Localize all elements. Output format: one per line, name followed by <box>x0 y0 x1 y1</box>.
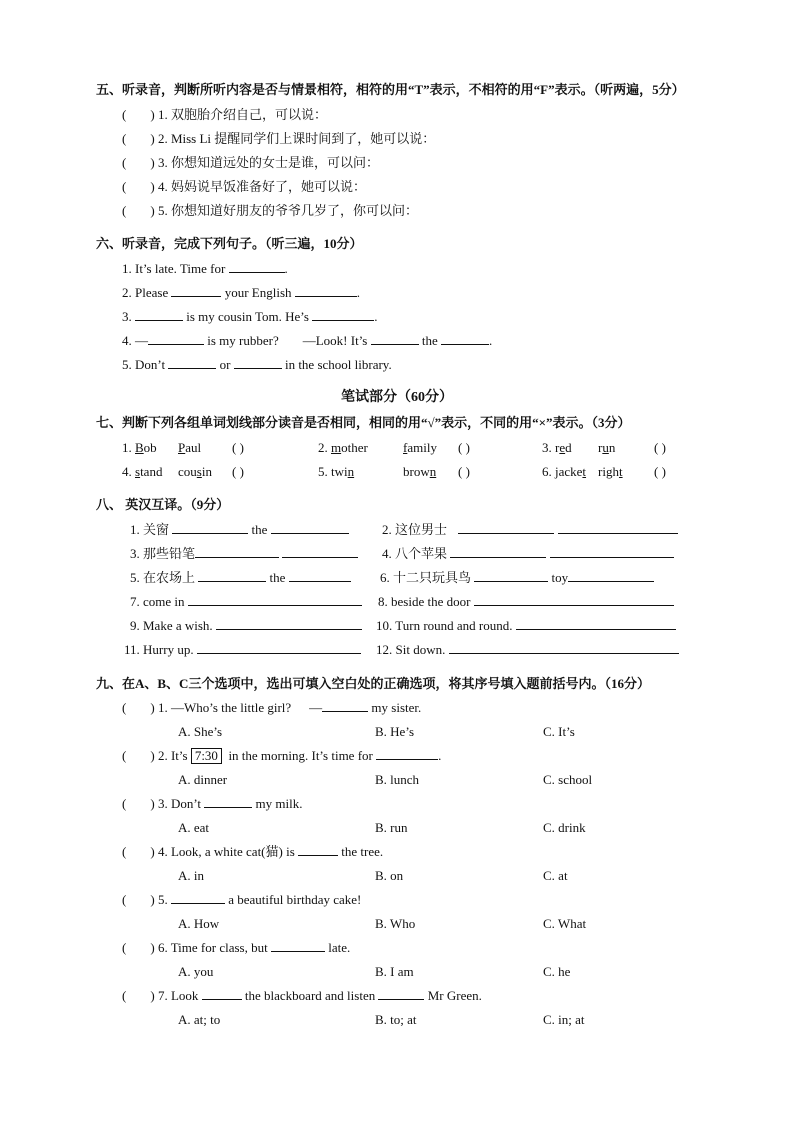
s7-item-6-word2: right <box>598 464 623 479</box>
s9-question-2: ( ) 2. It’s 7:30 in the morning. It’s time for . <box>122 748 442 763</box>
s9-question-1: ( ) 1. —Who’s the little girl? — my sister. <box>122 700 422 715</box>
s7-item-5-answer[interactable]: ( ) <box>458 464 470 479</box>
s7-item-2-word2: family <box>403 440 437 455</box>
s9-q2-option-a: A. dinner <box>178 772 228 787</box>
s9-q1-option-c: C. It’s <box>543 724 575 739</box>
s8-item-4: 4. 八个苹果 <box>382 546 674 562</box>
s8-item-8: 8. beside the door <box>378 594 674 610</box>
answer-blank[interactable] <box>550 546 674 558</box>
s8-item-12: 12. Sit down. <box>376 642 679 658</box>
s9-q7-option-c: C. in; at <box>543 1012 585 1027</box>
answer-blank[interactable] <box>216 618 362 630</box>
section-8-heading: 八、 英汉互译。（9分） <box>96 497 230 512</box>
answer-blank[interactable] <box>449 642 679 654</box>
s7-item-1-word2: Paul <box>178 440 202 455</box>
s8-item-5: 5. 在农场上 the <box>130 570 351 586</box>
s7-item-1: 1. Bob <box>122 440 157 455</box>
answer-blank[interactable] <box>172 522 248 534</box>
s8-item-2: 2. 这位男士 <box>382 522 678 538</box>
s7-item-4: 4. stand <box>122 464 163 479</box>
s7-item-5-word2: brown <box>403 464 437 479</box>
s9-q6-option-c: C. he <box>543 964 571 979</box>
s6-item-5: 5. Don’t or in the school library. <box>122 357 392 372</box>
s5-item-5: ( ) 5. 你想知道好朋友的爷爷几岁了，你可以问： <box>122 203 418 218</box>
written-part-title: 笔试部分（60分） <box>341 390 453 405</box>
s7-item-3: 3. red <box>542 440 572 455</box>
s9-q5-option-a: A. How <box>178 916 220 931</box>
section-6-heading: 六、听录音，完成下列句子。（听三遍，10分） <box>96 236 363 251</box>
answer-blank[interactable] <box>195 546 279 558</box>
section-5-heading: 五、听录音，判断所听内容是否与情景相符，相符的用“T”表示，不相符的用“F”表示。（听两遍，5分） <box>96 82 685 97</box>
answer-blank[interactable] <box>458 522 554 534</box>
s9-q1-option-a: A. She’s <box>178 724 223 739</box>
s9-question-3: ( ) 3. Don’t my milk. <box>122 796 303 811</box>
s7-item-6-answer[interactable]: ( ) <box>654 464 666 479</box>
s8-item-1: 1. 关窗 the <box>130 522 349 538</box>
s9-q4-option-a: A. in <box>178 868 204 883</box>
s9-q1-option-b: B. He’s <box>375 724 414 739</box>
s9-q4-option-c: C. at <box>543 868 568 883</box>
s8-item-10: 10. Turn round and round. <box>376 618 676 634</box>
s9-question-4: ( ) 4. Look, a white cat(猫) is the tree. <box>122 844 384 859</box>
answer-blank[interactable] <box>282 546 358 558</box>
s7-item-4-word2: cousin <box>178 464 212 479</box>
s9-question-7: ( ) 7. Look the blackboard and listen Mr Green. <box>122 988 482 1003</box>
answer-blank[interactable] <box>568 570 654 582</box>
s5-item-4: ( ) 4. 妈妈说早饭准备好了，她可以说： <box>122 179 366 194</box>
s6-item-4: 4. — is my rubber? —Look! It’s the . <box>122 333 493 348</box>
s8-item-6: 6. 十二只玩具鸟 toy <box>380 570 654 586</box>
answer-blank[interactable] <box>474 594 674 606</box>
answer-blank[interactable] <box>450 546 546 558</box>
s9-q3-option-a: A. eat <box>178 820 210 835</box>
s9-q6-option-a: A. you <box>178 964 214 979</box>
s9-q3-option-b: B. run <box>375 820 408 835</box>
s9-q5-option-b: B. Who <box>375 916 416 931</box>
s5-item-2: ( ) 2. Miss Li 提醒同学们上课时间到了，她可以说： <box>122 131 436 146</box>
s9-q3-option-c: C. drink <box>543 820 586 835</box>
s7-item-2: 2. mother <box>318 440 368 455</box>
s8-item-3: 3. 那些铅笔 <box>130 546 358 562</box>
s7-item-3-answer[interactable]: ( ) <box>654 440 666 455</box>
s9-q7-option-a: A. at; to <box>178 1012 221 1027</box>
answer-blank[interactable] <box>198 570 266 582</box>
s7-item-5: 5. twin <box>318 464 355 479</box>
s9-q2-option-b: B. lunch <box>375 772 420 787</box>
answer-blank[interactable] <box>271 522 349 534</box>
answer-blank[interactable] <box>188 594 362 606</box>
s7-item-4-answer[interactable]: ( ) <box>232 464 244 479</box>
s6-item-1: 1. It’s late. Time for . <box>122 261 288 276</box>
answer-blank[interactable] <box>516 618 676 630</box>
s6-item-2: 2. Please your English . <box>122 285 361 300</box>
clock-time-box: 7:30 <box>191 748 222 764</box>
s7-item-1-answer[interactable]: ( ) <box>232 440 244 455</box>
s9-q2-option-c: C. school <box>543 772 593 787</box>
answer-blank[interactable] <box>197 642 361 654</box>
s7-item-6: 6. jacket <box>542 464 587 479</box>
s8-item-7: 7. come in <box>130 594 362 610</box>
section-7-heading: 七、判断下列各组单词划线部分读音是否相同，相同的用“√”表示，不同的用“×”表示。（3分） <box>96 415 631 430</box>
s5-item-3: ( ) 3. 你想知道远处的女士是谁，可以问： <box>122 155 379 170</box>
s9-q4-option-b: B. on <box>375 868 404 883</box>
s6-item-3: 3. is my cousin Tom. He’s . <box>122 309 378 324</box>
s9-question-6: ( ) 6. Time for class, but late. <box>122 940 351 955</box>
s8-item-9: 9. Make a wish. <box>130 618 362 634</box>
answer-blank[interactable] <box>289 570 351 582</box>
s7-item-3-word2: run <box>598 440 616 455</box>
answer-blank[interactable] <box>474 570 548 582</box>
s9-question-5: ( ) 5. a beautiful birthday cake! <box>122 892 362 907</box>
s7-item-2-answer[interactable]: ( ) <box>458 440 470 455</box>
s9-q7-option-b: B. to; at <box>375 1012 417 1027</box>
answer-blank[interactable] <box>558 522 678 534</box>
s8-item-11: 11. Hurry up. <box>124 642 361 658</box>
s9-q6-option-b: B. I am <box>375 964 414 979</box>
section-9-heading: 九、在A、B、C三个选项中，选出可填入空白处的正确选项，将其序号填入题前括号内。（16分） <box>96 676 650 691</box>
s9-q5-option-c: C. What <box>543 916 587 931</box>
s5-item-1: ( ) 1. 双胞胎介绍自己，可以说： <box>122 107 327 122</box>
